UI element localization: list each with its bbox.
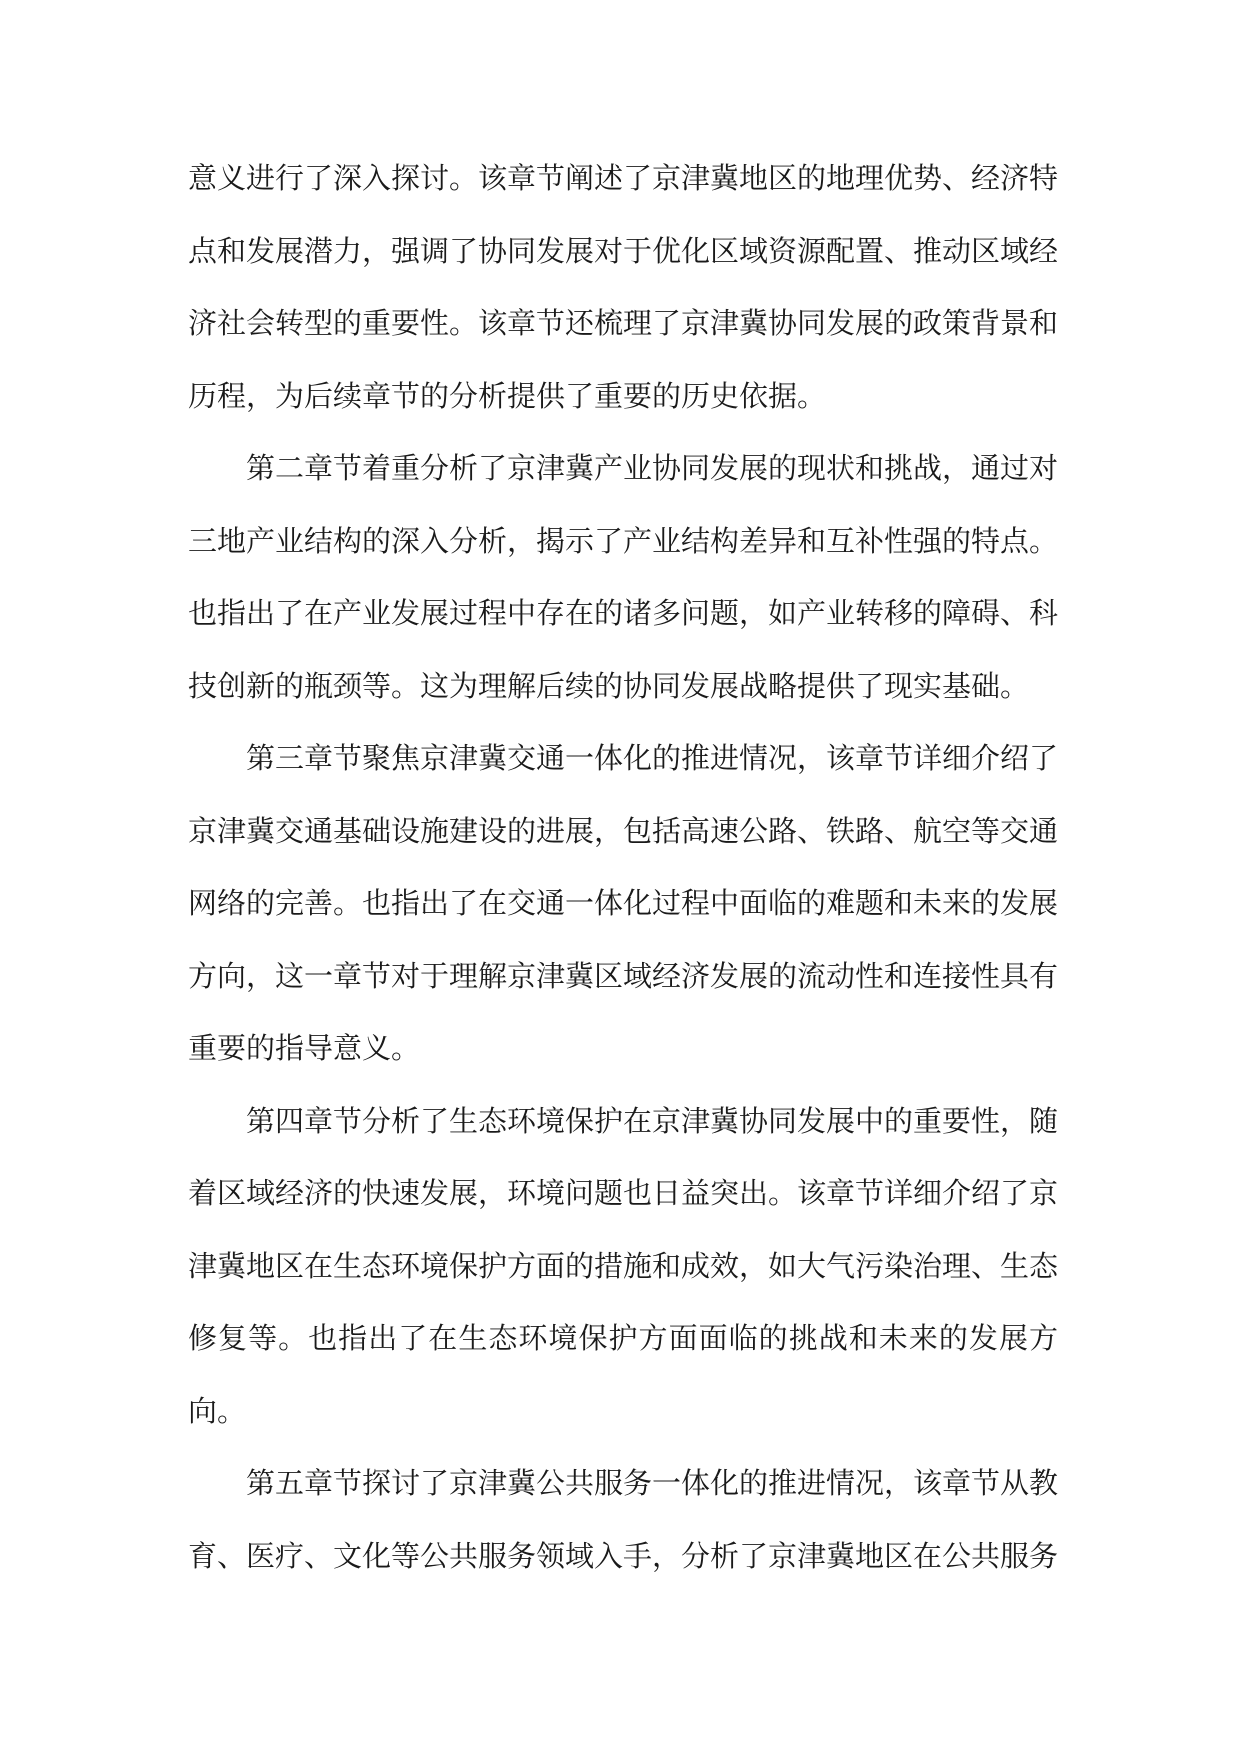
paragraph-chapter-three: 第三章节聚焦京津冀交通一体化的推进情况，该章节详细介绍了京津冀交通基础设施建设的进展，包括高速公路、铁路、航空等交通网络的完善。也指出了在交通一体化过程中面临的难题和未来的发展方向，这一章节对于理解京津冀区域经济发展的流动性和连接性具有重要的指导意义。 <box>188 741 1059 1065</box>
document-body <box>188 142 1058 1592</box>
paragraph-chapter-one-continued: 意义进行了深入探讨。该章节阐述了京津冀地区的地理优势、经济特点和发展潜力，强调了协同发展对于优化区域资源配置、推动区域经济社会转型的重要性。该章节还梳理了京津冀协同发展的政策背景和历程，为后续章节的分析提供了重要的历史依据。 <box>188 161 1059 413</box>
paragraph-chapter-two: 第二章节着重分析了京津冀产业协同发展的现状和挑战，通过对三地产业结构的深入分析，揭示了产业结构差异和互补性强的特点。也指出了在产业发展过程中存在的诸多问题，如产业转移的障碍、科技创新的瓶颈等。这为理解后续的协同发展战略提供了现实基础。 <box>188 451 1059 703</box>
paragraph-chapter-four: 第四章节分析了生态环境保护在京津冀协同发展中的重要性，随着区域经济的快速发展，环境问题也日益突出。该章节详细介绍了京津冀地区在生态环境保护方面的措施和成效，如大气污染治理、生态修复等。也指出了在生态环境保护方面面临的挑战和未来的发展方向。 <box>188 1103 1059 1428</box>
paragraph-chapter-five: 第五章节探讨了京津冀公共服务一体化的推进情况，该章节从教育、医疗、文化等公共服务领域入手，分析了京津冀地区在公共服务 <box>188 1466 1059 1573</box>
